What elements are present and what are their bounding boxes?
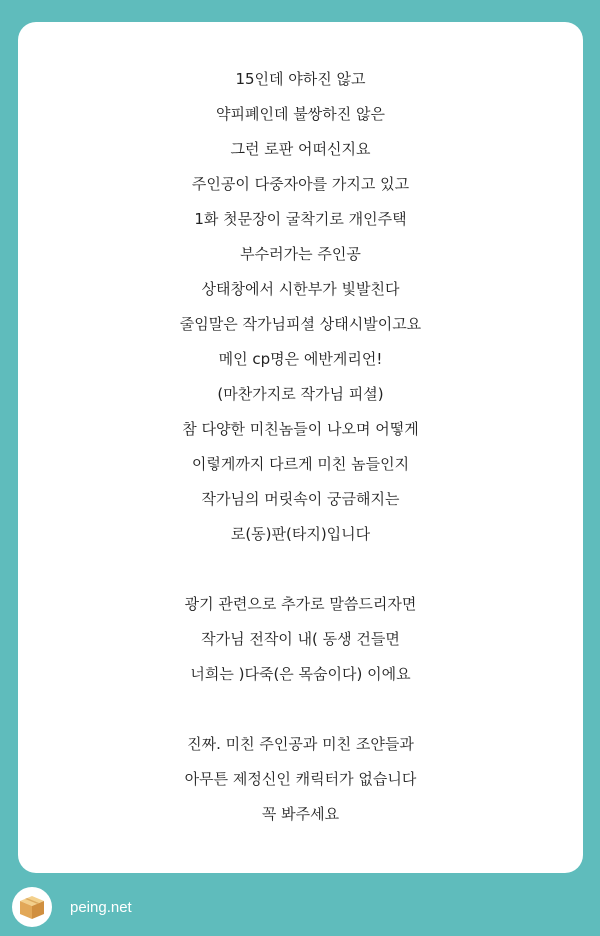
message-line: 작가님의 머릿속이 궁금해지는 <box>201 490 400 508</box>
message-line: (마찬가지로 작가님 피셜) <box>217 385 384 403</box>
footer <box>12 886 132 928</box>
message-line-blank <box>18 692 583 727</box>
message-line-blank <box>18 552 583 587</box>
message-line: 15인데 야하진 않고 <box>235 70 366 88</box>
message-line: 로(동)판(타지)입니다 <box>230 525 371 543</box>
message-line: 너희는 )다죽(은 목숨이다) 이에요 <box>190 665 411 683</box>
message-line: 부수러가는 주인공 <box>240 245 361 263</box>
message-line: 줄임말은 작가님피셜 상태시발이고요 <box>179 315 422 333</box>
message-line: 참 다양한 미친놈들이 나오며 어떻게 <box>182 420 419 438</box>
message-card <box>18 22 583 873</box>
message-line: 그런 로판 어떠신지요 <box>230 140 371 158</box>
brand-link[interactable]: peing.net <box>70 898 132 916</box>
message-line: 메인 cp명은 에반게리언! <box>218 350 383 368</box>
message-text <box>18 62 583 832</box>
message-line: 상태창에서 시한부가 빛발친다 <box>201 280 400 298</box>
message-line: 꼭 봐주세요 <box>261 805 340 823</box>
message-line: 1화 첫문장이 굴착기로 개인주택 <box>194 210 407 228</box>
message-line: 광기 관련으로 추가로 말씀드리자면 <box>184 595 417 613</box>
message-line: 주인공이 다중자아를 가지고 있고 <box>191 175 410 193</box>
message-line: 이렇게까지 다르게 미친 놈들인지 <box>191 455 410 473</box>
box-icon <box>12 887 52 927</box>
message-line: 진짜. 미친 주인공과 미친 조얀들과 <box>187 735 414 753</box>
message-line: 약피폐인데 불쌍하진 않은 <box>216 105 385 123</box>
message-line: 아무튼 제정신인 캐릭터가 없습니다 <box>184 770 417 788</box>
message-line: 작가님 전작이 내( 동생 건들면 <box>201 630 400 648</box>
